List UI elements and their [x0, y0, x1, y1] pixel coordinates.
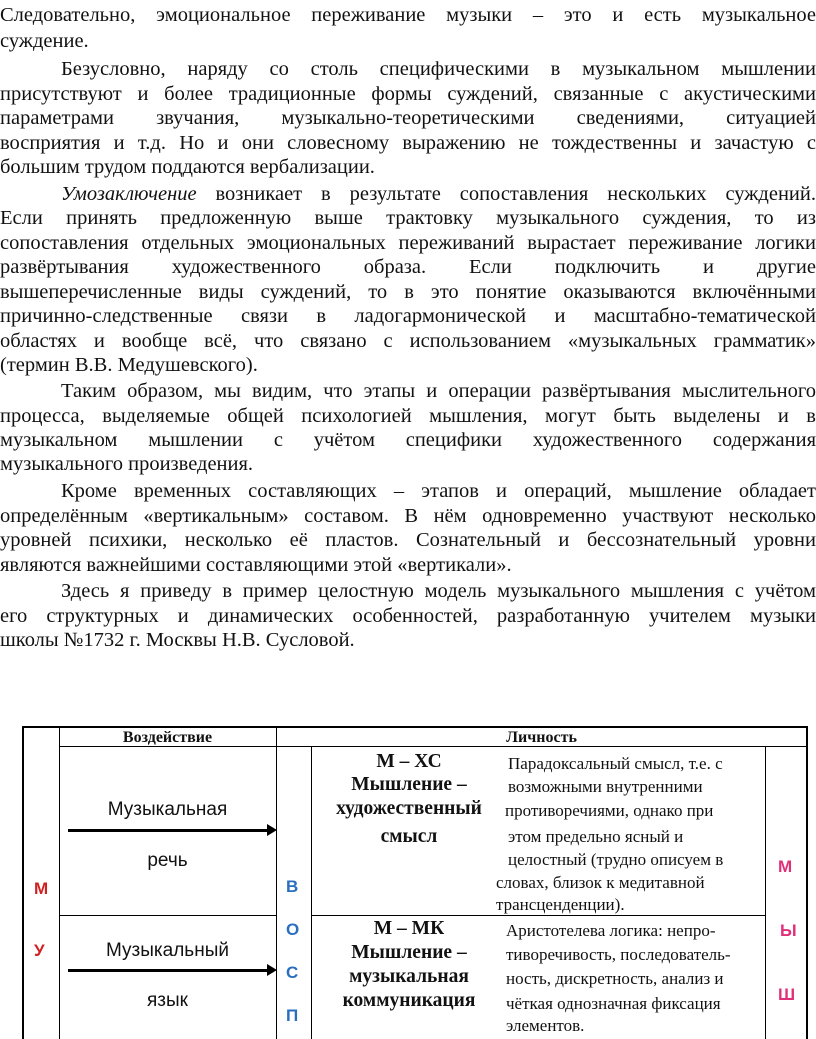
- p3-line-5: вышеперечисленные виды суждений, то в это понятие оказываются включёнными: [0, 281, 816, 303]
- block1-title-line2: Мышление –: [351, 774, 467, 795]
- p4-line-2: процесса, выделяемые общей психологией мышления, могут быть выделены и в: [0, 405, 816, 427]
- block2-desc-5: элементов.: [506, 1016, 585, 1035]
- vosp-letter-v: В: [286, 877, 299, 896]
- vosp-letter-s: С: [286, 963, 299, 982]
- header-impact: Воздействие: [122, 729, 213, 746]
- vosp-letter-o: О: [286, 920, 300, 939]
- block1-desc-4: этом предельно ясный и: [508, 827, 684, 846]
- p2-line-3: параметрами звучания, музыкально-теоретическими сведениями, ситуацией: [0, 107, 816, 129]
- p6-line-3: школы №1732 г. Москвы Н.В. Сусловой.: [0, 629, 355, 651]
- p6-line-1: Здесь я приведу в пример целостную модель музыкального мышления с учётом: [61, 580, 816, 602]
- language-label-line1: Музыкальный: [106, 940, 229, 961]
- right-letter-y: Ы: [780, 921, 797, 940]
- left-letter-m: М: [34, 879, 49, 898]
- table-left-border: [22, 726, 24, 1039]
- block2-title-line4: коммуникация: [342, 990, 476, 1011]
- table-top-border: [22, 726, 807, 728]
- p2-line-2: присутствуют и более традиционные формы суждений, связанные с акустическими: [0, 83, 816, 105]
- p5-line-4: являются важнейшими составляющими этой «вертикали».: [0, 554, 512, 576]
- block2-desc-2: тиворечивость, последователь-: [506, 945, 731, 964]
- col-divider-2: [276, 726, 277, 1039]
- left-letter-u: У: [34, 941, 45, 960]
- p4-line-3: музыкальном мышлении с учётом специфики художественного содержания: [0, 429, 816, 451]
- p3-line-8: (термин В.В. Медушевского).: [0, 354, 258, 376]
- language-arrow: [68, 969, 268, 972]
- p3-line-6: причинно-следственные связи в ладогармонической и масштабно-тематической: [0, 305, 816, 327]
- right-letter-m: М: [778, 857, 793, 876]
- row-divider-left: [59, 915, 276, 916]
- right-letter-sh: Ш: [778, 985, 796, 1004]
- block2-title-line1: М – МК: [373, 918, 445, 939]
- p3-line-2: Если принять предложенную выше трактовку музыкального суждения, то из: [0, 207, 816, 229]
- p4-line-1: Таким образом, мы видим, что этапы и операции развёртывания мыслительного: [61, 380, 816, 402]
- block1-title-line3: художественный: [336, 798, 482, 819]
- p5-line-3: уровней психики, несколько её пластов. Сознательный и бессознательный уровни: [0, 529, 816, 551]
- block1-title-line1: М – ХС: [376, 751, 442, 772]
- block2-title-line3: музыкальная: [349, 966, 469, 987]
- p1-line-1: Следовательно, эмоциональное переживание музыки – это и есть музыкальное: [0, 4, 816, 26]
- p3-line-1: [61, 182, 816, 206]
- language-label-line2: язык: [147, 990, 188, 1011]
- block1-desc-3: противоречиями, однако при: [505, 801, 714, 820]
- table-right-border: [806, 726, 808, 1039]
- p3-line-4: развёртывания художественного образа. Если подключить и другие: [0, 256, 816, 278]
- block1-title-line4: смысл: [380, 826, 438, 847]
- block1-desc-6: словах, близок к медитавной: [496, 873, 705, 892]
- block2-desc-1: Аристотелева логика: непро-: [506, 921, 716, 940]
- p1-line-2: суждение.: [0, 30, 89, 52]
- p2-line-1: Безусловно, наряду со столь специфическими в музыкальном мышлении: [61, 58, 816, 80]
- p2-line-5: большим трудом поддаются вербализации.: [0, 156, 375, 178]
- block1-desc-7: трансценденции).: [496, 895, 625, 914]
- p2-line-4: восприятия и т.д. Но и они словесному выражению не тождественны и зачастую с: [0, 132, 816, 154]
- speech-label-line2: речь: [147, 850, 188, 871]
- p4-line-4: музыкального произведения.: [0, 453, 254, 475]
- col-divider-4: [765, 746, 766, 1039]
- p3-line-7: областях и вообще всё, что связано с использованием «музыкальных грамматик»: [0, 330, 816, 352]
- block1-desc-2: возможными внутренними: [508, 777, 703, 796]
- block1-desc-1: Парадоксальный смысл, т.е. с: [508, 754, 723, 773]
- block2-desc-3: ность, дискретность, анализ и: [506, 969, 724, 988]
- speech-label-line1: Музыкальная: [107, 799, 228, 820]
- p5-line-2: определённым «вертикальным» составом. В нём одновременно участвуют несколько: [0, 505, 816, 527]
- p6-line-2: его структурных и динамических особенностей, разработанную учителем музыки: [0, 605, 816, 627]
- block1-desc-5: целостный (трудно описуем в: [508, 850, 724, 869]
- p5-line-1: Кроме временных составляющих – этапов и операций, мышление обладает: [61, 480, 816, 502]
- header-personality: Личность: [506, 729, 577, 746]
- p3-italic-term: Умозаключение: [61, 183, 197, 205]
- p3-line-3: сопоставления отдельных эмоциональных переживаний вырастает переживание логики: [0, 232, 816, 254]
- vosp-letter-p: П: [286, 1006, 299, 1025]
- speech-arrow: [68, 829, 268, 832]
- block2-title-line2: Мышление –: [351, 942, 467, 963]
- block2-desc-4: чёткая однозначная фиксация: [506, 994, 721, 1013]
- p3-first-rest: возникает в результате сопоставления нескольких суждений.: [196, 183, 816, 205]
